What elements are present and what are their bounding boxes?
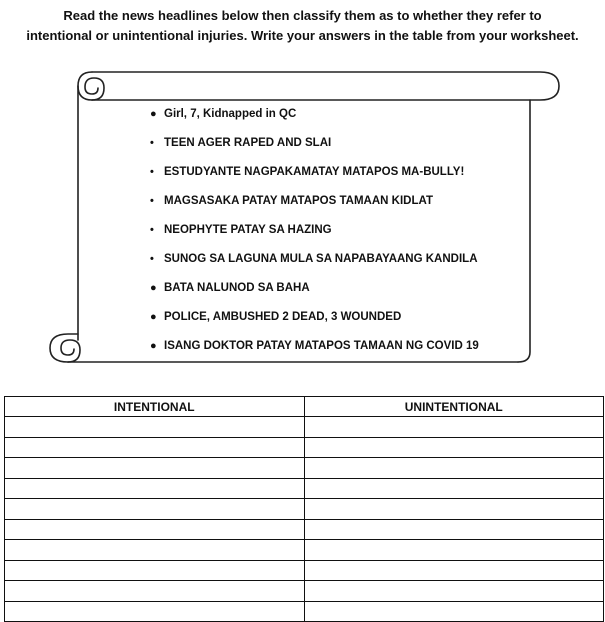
bullet: • bbox=[150, 166, 154, 178]
headline-item bbox=[150, 332, 530, 361]
headline-text: TEEN AGER RAPED AND SLAI bbox=[164, 137, 332, 149]
intentional-cell[interactable] bbox=[5, 601, 305, 622]
intentional-cell[interactable] bbox=[5, 519, 305, 540]
answer-table bbox=[4, 396, 604, 622]
headline-item bbox=[150, 274, 530, 303]
headline-text: ISANG DOKTOR PATAY MATAPOS TAMAAN NG COVID 19 bbox=[164, 340, 479, 352]
bullet: ● bbox=[150, 108, 157, 120]
bullet: ● bbox=[150, 311, 157, 323]
headline-item bbox=[150, 303, 530, 332]
unintentional-cell[interactable] bbox=[304, 581, 604, 602]
intentional-header: INTENTIONAL bbox=[5, 397, 305, 417]
table-row bbox=[5, 499, 604, 520]
bullet: • bbox=[150, 253, 154, 265]
headline-text: POLICE, AMBUSHED 2 DEAD, 3 WOUNDED bbox=[164, 311, 402, 323]
unintentional-cell[interactable] bbox=[304, 437, 604, 458]
headline-item bbox=[150, 100, 530, 129]
intentional-cell[interactable] bbox=[5, 458, 305, 479]
headline-text: BATA NALUNOD SA BAHA bbox=[164, 282, 310, 294]
instructions-line-2: intentional or unintentional injuries. Write your answers in the table from your worksheet. bbox=[26, 28, 579, 43]
intentional-cell[interactable] bbox=[5, 540, 305, 561]
bullet: • bbox=[150, 224, 154, 236]
unintentional-cell[interactable] bbox=[304, 417, 604, 438]
intentional-cell[interactable] bbox=[5, 417, 305, 438]
intentional-cell[interactable] bbox=[5, 560, 305, 581]
headline-item bbox=[150, 216, 530, 245]
headline-list bbox=[150, 100, 530, 361]
table-row bbox=[5, 581, 604, 602]
intentional-cell[interactable] bbox=[5, 499, 305, 520]
headline-text: ESTUDYANTE NAGPAKAMATAY MATAPOS MA-BULLY! bbox=[164, 166, 465, 178]
headline-text: MAGSASAKA PATAY MATAPOS TAMAAN KIDLAT bbox=[164, 195, 433, 207]
intentional-cell[interactable] bbox=[5, 478, 305, 499]
unintentional-header: UNINTENTIONAL bbox=[304, 397, 604, 417]
intentional-cell[interactable] bbox=[5, 581, 305, 602]
bullet: • bbox=[150, 195, 154, 207]
unintentional-cell[interactable] bbox=[304, 519, 604, 540]
table-row bbox=[5, 478, 604, 499]
headline-item bbox=[150, 129, 530, 158]
bullet: ● bbox=[150, 282, 157, 294]
headline-text: SUNOG SA LAGUNA MULA SA NAPABAYAANG KANDILA bbox=[164, 253, 478, 265]
table-row bbox=[5, 437, 604, 458]
headline-item bbox=[150, 245, 530, 274]
bullet: • bbox=[150, 137, 154, 149]
unintentional-cell[interactable] bbox=[304, 499, 604, 520]
table-header-row bbox=[5, 397, 604, 417]
table-row bbox=[5, 560, 604, 581]
table-row bbox=[5, 519, 604, 540]
unintentional-cell[interactable] bbox=[304, 478, 604, 499]
unintentional-cell[interactable] bbox=[304, 458, 604, 479]
unintentional-cell[interactable] bbox=[304, 601, 604, 622]
intentional-cell[interactable] bbox=[5, 437, 305, 458]
unintentional-cell[interactable] bbox=[304, 540, 604, 561]
unintentional-cell[interactable] bbox=[304, 560, 604, 581]
table-row bbox=[5, 540, 604, 561]
headline-item bbox=[150, 158, 530, 187]
table-row bbox=[5, 458, 604, 479]
bullet: ● bbox=[150, 340, 157, 352]
headline-item bbox=[150, 187, 530, 216]
table-row bbox=[5, 601, 604, 622]
table-row bbox=[5, 417, 604, 438]
headline-text: NEOPHYTE PATAY SA HAZING bbox=[164, 224, 332, 236]
headline-text: Girl, 7, Kidnapped in QC bbox=[164, 108, 297, 120]
instructions-line-1: Read the news headlines below then classify them as to whether they refer to bbox=[63, 8, 542, 23]
